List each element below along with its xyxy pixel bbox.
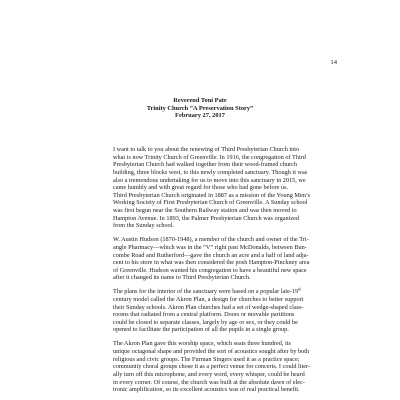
text-line: angle Pharmacy—which was in the “V” right past McDonalds, between Bun-: [113, 243, 307, 251]
text-line: their Sunday schools. Akron Plan churches had a set of wedge-shaped class-: [113, 303, 304, 311]
text-line: from the Sunday school.: [113, 222, 175, 230]
talk-title: Trinity Church “A Preservation Story”: [146, 104, 254, 112]
paragraph-1: [113, 146, 337, 230]
text-line: opened to facilitate the participation of all the pupils in a single group.: [113, 326, 289, 334]
document-body: [113, 146, 337, 400]
text-line: also a tremendous undertaking for us to move into this sanctuary in 2015, we: [113, 176, 306, 184]
paragraph-3: [113, 288, 337, 334]
text-line: I want to talk to you about the renewing of Third Presbyterian Church into: [113, 146, 300, 153]
text-line: came humbly and with great regard for those who had gone before us.: [113, 184, 289, 192]
speaker-name: Reverend Toni Pate: [173, 97, 227, 104]
talk-date: February 27, 2017: [175, 112, 225, 120]
text-line: Hampton Avenue. In 1893, the Palmer Presbyterian Church was organized: [113, 214, 300, 222]
text-segment: The plans for the interior of the sanctuary were based on a popular late-19: [113, 288, 299, 296]
text-line: W. Austin Hudson (1870-1948), a member of the church and owner of the Tri-: [113, 236, 309, 244]
text-line: Third Presbyterian Church originated in 1887 as a mission of the Young Men’s: [113, 191, 311, 199]
text-line: community choral groups chose it as a perfect venue for concerts. I could liter-: [113, 363, 311, 371]
paragraph-4: [113, 340, 337, 393]
text-line: cent to his store in what was then considered the posh Hampton-Pinckney area: [113, 259, 310, 267]
text-line: was first begun near the Southern Railway station and was then moved to: [113, 207, 297, 215]
text-line: rooms that radiated from a central platform. Doors or movable partitions: [113, 311, 295, 319]
text-line: Presbyterian Church had walked together from their wood-framed church: [113, 161, 297, 169]
text-line: building, three blocks west, to this newly completed sanctuary. Though it was: [113, 168, 308, 176]
text-line: what is now Trinity Church of Greenville. In 1916, the congregation of Third: [113, 153, 306, 161]
text-line: of Greenville. Hudson wanted his congregation to have a beautiful new space: [113, 266, 307, 274]
text-line: unique octagonal shape and provided the sort of acoustics sought after by both: [113, 347, 310, 355]
text-line: combe Road and Rutherford—gave the church an acre and a half of land adja-: [113, 251, 309, 259]
text-line: religious and civic groups. The Furman Singers used it as a practice space;: [113, 355, 300, 363]
text-line: Working Society of First Presbyterian Church of Greenville. A Sunday school: [113, 199, 308, 207]
text-line-with-superscript: [113, 288, 337, 296]
text-line: ally turn off this microphone, and every word, every whisper, could be heard: [113, 370, 305, 378]
text-line: The Akron Plan gave this worship space, which seats three hundred, its: [113, 340, 291, 348]
text-line: in every corner. Of course, the church was built at the absolute dawn of elec-: [113, 378, 305, 386]
text-line: century model called the Akron Plan, a design for churches to better support: [113, 295, 304, 303]
document-heading: [0, 97, 400, 120]
paragraph-2: [113, 236, 337, 282]
superscript: th: [298, 287, 302, 292]
page-number: 14: [330, 59, 337, 66]
text-line: tronic amplification, so its excellent acoustics was of real practical benefit.: [113, 386, 300, 394]
text-line: after it changed its name to Third Presbyterian Church.: [113, 274, 251, 282]
text-line: could be closed to separate classes, largely by age or sex, or they could be: [113, 318, 298, 326]
